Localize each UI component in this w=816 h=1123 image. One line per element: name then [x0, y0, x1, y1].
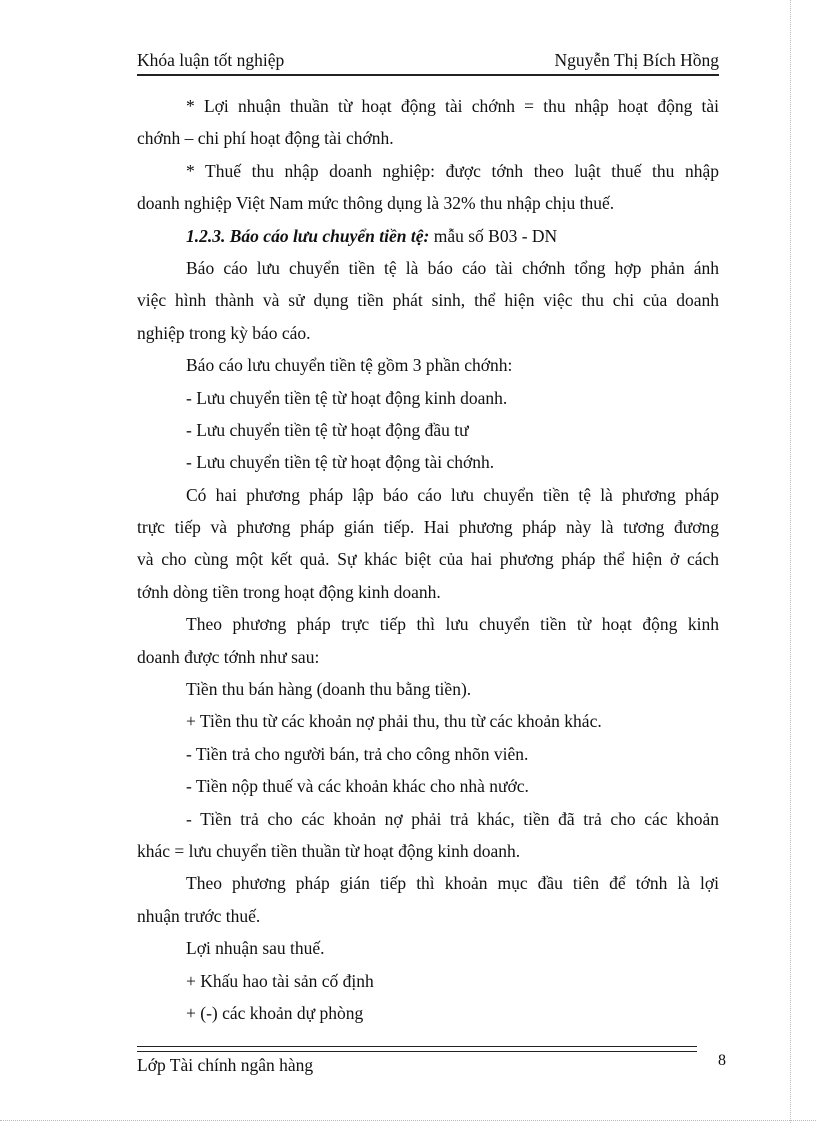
- list-item: + Khấu hao tài sản cố định: [186, 970, 374, 991]
- section-heading-title: 1.2.3. Báo cáo lưu chuyển tiền tệ:: [186, 225, 430, 246]
- text-line: Theo phương pháp gián tiếp thì khoản mục đầu tiên để tớnh là lợi: [186, 873, 719, 894]
- footer-double-rule: [137, 1046, 697, 1052]
- list-item: - Tiền nộp thuế và các khoản khác cho nhà nước.: [186, 776, 529, 797]
- text-line: Lợi nhuận sau thuế.: [186, 938, 325, 959]
- text-line: Báo cáo lưu chuyển tiền tệ là báo cáo tài chớnh tổng hợp phản ánh: [186, 257, 719, 278]
- list-item: - Lưu chuyển tiền tệ từ hoạt động đầu tư: [186, 419, 469, 440]
- text-line: doanh nghiệp Việt Nam mức thông dụng là 32% thu nhập chịu thuế.: [137, 193, 615, 214]
- text-line: * Lợi nhuận thuần từ hoạt động tài chớnh = thu nhập hoạt động tài: [186, 96, 719, 116]
- text-line: tớnh dòng tiền trong hoạt động kinh doanh.: [137, 581, 441, 602]
- page-edge-guide-vertical: [790, 0, 791, 1123]
- header-thesis-title: Khóa luận tốt nghiệp: [137, 50, 285, 70]
- text-line: nhuận trước thuế.: [137, 905, 261, 926]
- text-line: nghiệp trong kỳ báo cáo.: [137, 322, 311, 343]
- page-body: [137, 90, 719, 1029]
- page-edge-guide-horizontal: [0, 1120, 816, 1121]
- page-number: 8: [718, 1052, 726, 1069]
- text-line: khác = lưu chuyển tiền thuần từ hoạt động kinh doanh.: [137, 840, 521, 861]
- list-item: - Tiền trả cho các khoản nợ phải trả khác, tiền đã trả cho các khoản: [186, 808, 719, 829]
- list-item: + Tiền thu từ các khoản nợ phải thu, thu từ các khoản khác.: [186, 711, 602, 732]
- text-line: Có hai phương pháp lập báo cáo lưu chuyển tiền tệ là phương pháp: [186, 484, 719, 505]
- text-line: trực tiếp và phương pháp gián tiếp. Hai phương pháp này là tương đương: [137, 517, 719, 538]
- text-line: Báo cáo lưu chuyển tiền tệ gồm 3 phần chớnh:: [186, 355, 513, 376]
- text-line: Tiền thu bán hàng (doanh thu bằng tiền).: [186, 679, 472, 700]
- text-line: và cho cùng một kết quả. Sự khác biệt của hai phương pháp thể hiện ở cách: [137, 549, 719, 570]
- text-line: Theo phương pháp trực tiếp thì lưu chuyển tiền từ hoạt động kinh: [186, 614, 719, 635]
- page-header: [137, 48, 719, 76]
- text-line: chớnh – chi phí hoạt động tài chớnh.: [137, 128, 394, 149]
- list-item: - Tiền trả cho người bán, trả cho công nhõn viên.: [186, 743, 529, 764]
- footer-class-name: Lớp Tài chính ngân hàng: [137, 1055, 314, 1075]
- text-line: việc hình thành và sử dụng tiền phát sinh, thể hiện việc thu chi của doanh: [137, 290, 719, 311]
- list-item: - Lưu chuyển tiền tệ từ hoạt động kinh doanh.: [186, 387, 508, 408]
- text-line: * Thuế thu nhập doanh nghiệp: được tớnh theo luật thuế thu nhập: [186, 160, 719, 181]
- header-author-name: Nguyễn Thị Bích Hồng: [554, 50, 719, 70]
- list-item: + (-) các khoản dự phòng: [186, 1002, 364, 1023]
- text-line: doanh được tớnh như sau:: [137, 646, 320, 667]
- section-heading: [137, 220, 719, 252]
- list-item: - Lưu chuyển tiền tệ từ hoạt động tài chớnh.: [186, 452, 495, 473]
- section-heading-form: mẫu số B03 - DN: [429, 225, 558, 246]
